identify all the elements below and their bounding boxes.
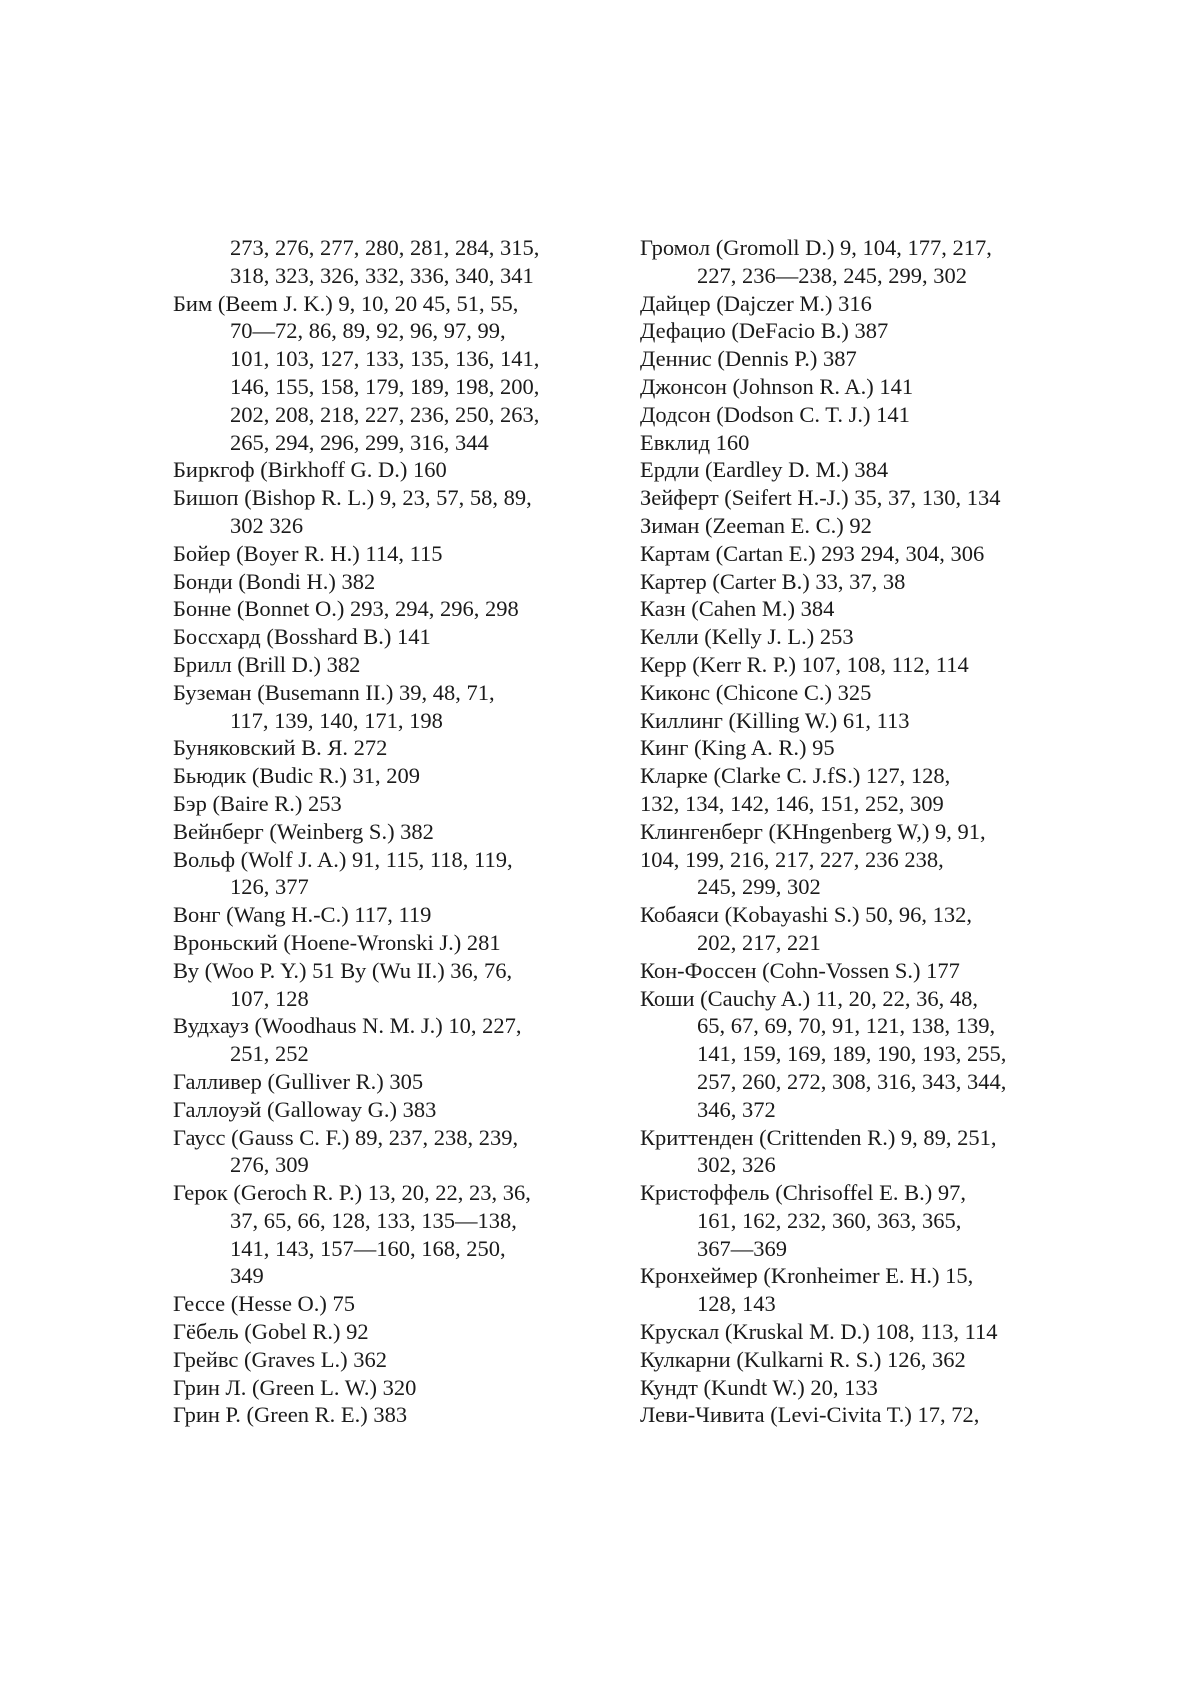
index-entry: Киконс (Chicone C.) 325 xyxy=(640,679,872,705)
index-entry: Брилл (Brill D.) 382 xyxy=(173,651,361,677)
index-entry: Гаусс (Gauss C. F.) 89, 237, 238, 239, xyxy=(173,1124,519,1150)
index-entry-continuation: 37, 65, 66, 128, 133, 135—138, xyxy=(230,1207,517,1233)
index-entry: Ву (Woo P. Y.) 51 Ву (Wu II.) 36, 76, xyxy=(173,957,513,983)
index-entry-continuation: 141, 143, 157—160, 168, 250, xyxy=(230,1235,506,1261)
index-entry: Кундт (Kundt W.) 20, 133 xyxy=(640,1374,878,1400)
index-entry-continuation: 367—369 xyxy=(697,1235,787,1261)
index-entry-continuation: 70—72, 86, 89, 92, 96, 97, 99, xyxy=(230,318,506,344)
index-entry-continuation: 318, 323, 326, 332, 336, 340, 341 xyxy=(230,262,534,288)
index-entry: Зиман (Zeeman E. C.) 92 xyxy=(640,512,872,538)
index-entry: 104, 199, 216, 217, 227, 236 238, xyxy=(640,846,944,872)
index-entry-continuation: 257, 260, 272, 308, 316, 343, 344, xyxy=(697,1068,1007,1094)
index-column-left xyxy=(173,234,539,1429)
index-entry-continuation: 161, 162, 232, 360, 363, 365, xyxy=(697,1207,962,1233)
index-entry-continuation: 302, 326 xyxy=(697,1152,776,1178)
index-entry-continuation: 276, 309 xyxy=(230,1152,309,1178)
index-entry: Киллинг (Killing W.) 61, 113 xyxy=(640,707,910,733)
index-entry: Грин Л. (Green L. W.) 320 xyxy=(173,1374,417,1400)
index-entry: Евклид 160 xyxy=(640,429,750,455)
index-entry-continuation: 107, 128 xyxy=(230,985,309,1011)
index-entry: Дефацио (DeFacio B.) 387 xyxy=(640,318,889,344)
index-entry: Казн (Cahen M.) 384 xyxy=(640,596,835,622)
index-entry: Галливер (Gulliver R.) 305 xyxy=(173,1068,424,1094)
index-entry-continuation: 128, 143 xyxy=(697,1291,776,1317)
index-entry: Буняковский В. Я. 272 xyxy=(173,735,388,761)
index-entry: Кулкарни (Kulkarni R. S.) 126, 362 xyxy=(640,1346,966,1372)
index-entry: Бонди (Bondi H.) 382 xyxy=(173,568,376,594)
index-entry-continuation: 202, 208, 218, 227, 236, 250, 263, xyxy=(230,401,540,427)
index-entry: Бишоп (Bishop R. L.) 9, 23, 57, 58, 89, xyxy=(173,485,532,511)
index-entry: Келли (Kelly J. L.) 253 xyxy=(640,624,854,650)
index-entry-continuation: 227, 236—238, 245, 299, 302 xyxy=(697,262,967,288)
index-entry: Бойер (Boyer R. H.) 114, 115 xyxy=(173,540,443,566)
index-entry: Бим (Beem J. K.) 9, 10, 20 45, 51, 55, xyxy=(173,290,519,316)
index-entry: Джонсон (Johnson R. A.) 141 xyxy=(640,373,914,399)
index-entry: Ердли (Eardley D. M.) 384 xyxy=(640,457,889,483)
index-column-right xyxy=(640,234,1006,1429)
index-entry: Кларке (Clarke C. J.fS.) 127, 128, xyxy=(640,763,951,789)
index-entry-continuation: 245, 299, 302 xyxy=(697,874,821,900)
index-entry-continuation: 251, 252 xyxy=(230,1041,309,1067)
index-entry: Вольф (Wolf J. A.) 91, 115, 118, 119, xyxy=(173,846,513,872)
index-entry: Вроньский (Hoene-Wronski J.) 281 xyxy=(173,929,501,955)
index-entry: Вонг (Wang H.-C.) 117, 119 xyxy=(173,902,432,928)
index-entry: Клингенберг (KHngenberg W,) 9, 91, xyxy=(640,818,986,844)
index-entry: Крускал (Kruskal M. D.) 108, 113, 114 xyxy=(640,1319,998,1345)
index-entry: Кристоффель (Chrisoffel E. B.) 97, xyxy=(640,1180,967,1206)
index-entry: Гессе (Hesse O.) 75 xyxy=(173,1291,356,1317)
index-entry: Бонне (Bonnet O.) 293, 294, 296, 298 xyxy=(173,596,519,622)
index-entry: Кронхеймер (Kronheimer E. H.) 15, xyxy=(640,1263,974,1289)
index-entry: Дайцер (Dajczer M.) 316 xyxy=(640,290,872,316)
index-entry: Боссхард (Bosshard B.) 141 xyxy=(173,624,431,650)
index-entry-continuation: 141, 159, 169, 189, 190, 193, 255, xyxy=(697,1041,1007,1067)
index-entry: Кобаяси (Kobayashi S.) 50, 96, 132, xyxy=(640,902,973,928)
index-entry-continuation: 117, 139, 140, 171, 198 xyxy=(230,707,443,733)
index-entry: Картам (Cartan E.) 293 294, 304, 306 xyxy=(640,540,985,566)
index-entry: Вудхауз (Woodhaus N. M. J.) 10, 227, xyxy=(173,1013,522,1039)
index-entry: Биркгоф (Birkhoff G. D.) 160 xyxy=(173,457,447,483)
index-entry: Грин Р. (Green R. E.) 383 xyxy=(173,1402,408,1428)
index-entry: Керр (Kerr R. P.) 107, 108, 112, 114 xyxy=(640,651,969,677)
index-entry: 132, 134, 142, 146, 151, 252, 309 xyxy=(640,790,944,816)
index-entry: Криттенден (Crittenden R.) 9, 89, 251, xyxy=(640,1124,997,1150)
index-entry: Зейферт (Seifert H.-J.) 35, 37, 130, 134 xyxy=(640,485,1001,511)
index-entry-continuation: 265, 294, 296, 299, 316, 344 xyxy=(230,429,489,455)
index-entry-continuation: 126, 377 xyxy=(230,874,309,900)
index-entry: Грейвс (Graves L.) 362 xyxy=(173,1346,388,1372)
index-entry: Картер (Carter B.) 33, 37, 38 xyxy=(640,568,906,594)
index-entry: Гёбель (Gobel R.) 92 xyxy=(173,1319,369,1345)
index-entry: Бьюдик (Budic R.) 31, 209 xyxy=(173,763,421,789)
index-entry-continuation: 273, 276, 277, 280, 281, 284, 315, xyxy=(230,235,540,260)
index-entry-continuation: 302 326 xyxy=(230,512,304,538)
index-entry: Громол (Gromoll D.) 9, 104, 177, 217, xyxy=(640,235,992,260)
index-entry: Бэр (Baire R.) 253 xyxy=(173,790,342,816)
index-entry-continuation: 202, 217, 221 xyxy=(697,929,821,955)
index-entry: Галлоуэй (Galloway G.) 383 xyxy=(173,1096,437,1122)
index-entry: Герок (Geroch R. P.) 13, 20, 22, 23, 36, xyxy=(173,1180,531,1206)
index-entry: Коши (Cauchy A.) 11, 20, 22, 36, 48, xyxy=(640,985,979,1011)
index-entry-continuation: 349 xyxy=(230,1263,264,1289)
index-entry-continuation: 65, 67, 69, 70, 91, 121, 138, 139, xyxy=(697,1013,996,1039)
index-entry: Деннис (Dennis P.) 387 xyxy=(640,346,857,372)
index-entry: Леви-Чивита (Levi-Civita T.) 17, 72, xyxy=(640,1402,980,1428)
index-entry-continuation: 101, 103, 127, 133, 135, 136, 141, xyxy=(230,346,540,372)
index-entry-continuation: 146, 155, 158, 179, 189, 198, 200, xyxy=(230,373,540,399)
index-entry: Буземан (Busemann II.) 39, 48, 71, xyxy=(173,679,495,705)
index-entry: Додсон (Dodson C. T. J.) 141 xyxy=(640,401,910,427)
index-entry: Кинг (King A. R.) 95 xyxy=(640,735,835,761)
index-entry-continuation: 346, 372 xyxy=(697,1096,776,1122)
index-entry: Кон-Фоссен (Cohn-Vossen S.) 177 xyxy=(640,957,960,983)
index-entry: Вейнберг (Weinberg S.) 382 xyxy=(173,818,434,844)
